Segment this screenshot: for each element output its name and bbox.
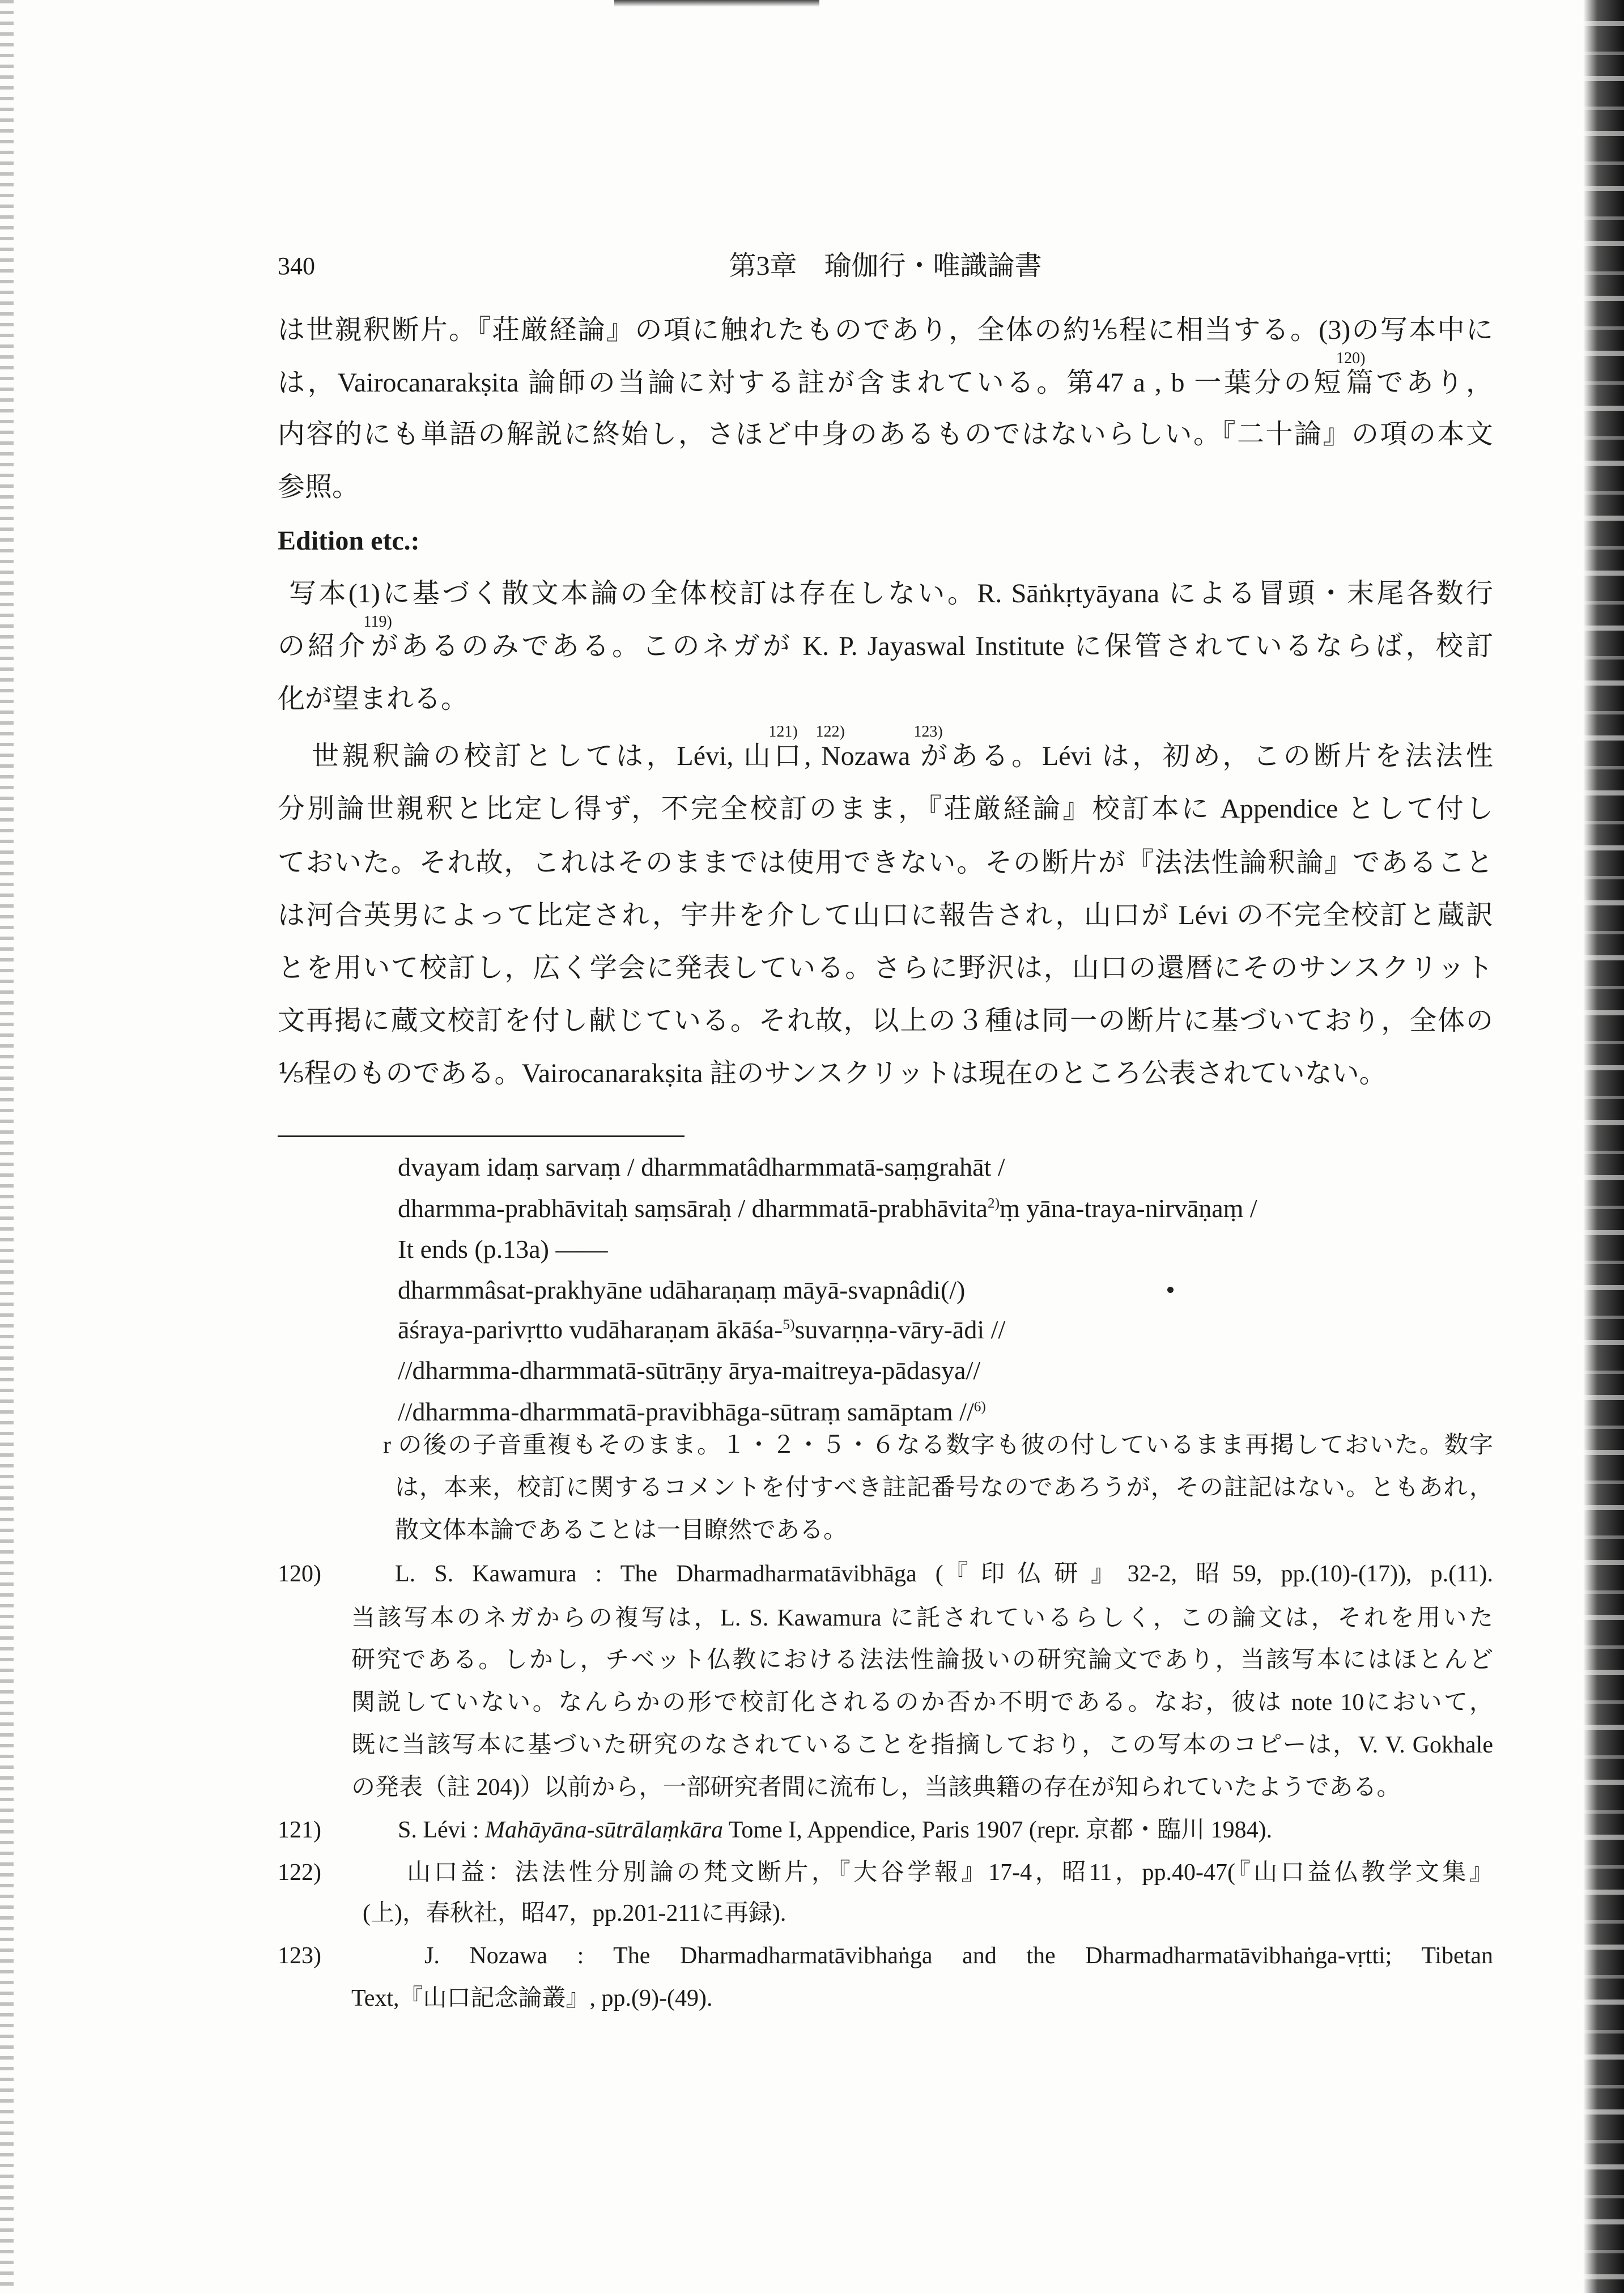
text: は，Vairocanarakṣita 論師の当論に対する註が含まれている。第47 a , b 一葉分の短 (278, 368, 1344, 398)
body-line (278, 470, 1493, 504)
section-heading: Edition etc.: (278, 526, 420, 556)
footnote-line: r の後の子音重複もそのまま。１・２・５・６なる数字も彼の付しているまま再掲しておいた。数字 (383, 1432, 1493, 1458)
text: ṃ yāna-traya-nirvāṇaṃ / (1000, 1194, 1257, 1223)
body-line (278, 951, 1493, 985)
footnote-line (398, 1815, 1493, 1845)
scan-edge-left (0, 0, 14, 2293)
text: がある。Lévi は，初め，この断片を法法性 (910, 741, 1493, 771)
text: 篇であり， (1344, 368, 1493, 398)
text: の紹介 (278, 631, 368, 661)
footnote-label-121: 121) (278, 1817, 321, 1843)
text: ⅕程のものである。Vairocanarakṣita 註のサンスクリットは現在のところ公表されていない。 (278, 1058, 1387, 1088)
text: とを用いて校訂し，広く学会に発表している。さらに野沢は，山口の還暦にそのサンスクリット (278, 953, 1493, 983)
text: 参照。 (278, 472, 360, 502)
text: があるのみである。このネガが K. P. Jayaswal Institute に保管されているならば，校訂 (368, 631, 1493, 661)
text: 内容的にも単語の解説に終始し，さほど中身のあるものではないらしい。『二十論』の項の本文 (278, 419, 1493, 449)
text: 文再掲に蔵文校訂を付し献じている。それ故，以上の３種は同一の断片に基づいており，全体の (278, 1006, 1493, 1036)
footnote-ref-119: 119) (363, 613, 392, 631)
footnote-label-123: 123) (278, 1943, 321, 1969)
sanskrit-note-mark: 5) (783, 1316, 795, 1333)
sanskrit-note-mark: 2) (987, 1195, 1000, 1211)
body-line (278, 613, 1493, 663)
footnote-rule (278, 1135, 685, 1137)
footnote-line: Text,『山口記念論叢』, pp.(9)-(49). (351, 1985, 713, 2011)
sanskrit-line: dharmmâsat-prakhyāne udāharaṇaṃ māyā-svapnâdi(/) (398, 1275, 966, 1304)
sanskrit-line: dvayam idaṃ sarvaṃ / dharmmatâdharmmatā-saṃgrahāt / (398, 1152, 1005, 1181)
body-line (278, 1057, 1493, 1091)
text: Nozawa (811, 741, 911, 771)
body-line (278, 682, 1493, 716)
footnote-line: L. S. Kawamura : The Dharmadharmatāvibhāga (『印仏研』32-2, 昭59, pp.(10)-(17)), p.(11). (395, 1561, 1493, 1587)
sanskrit-line (398, 1193, 1257, 1224)
text: āśraya-parivṛtto vudāharaṇam ākāśa- (398, 1315, 783, 1344)
footnote-line: 当該写本のネガからの複写は，L. S. Kawamura に託されているらしく，この論文は，それを用いた (351, 1605, 1493, 1631)
footnote-line: J. Nozawa : The Dharmadharmatāvibhaṅga and the Dharmadharmatāvibhaṅga-vṛtti; Tibetan (424, 1943, 1493, 1969)
body-line (278, 792, 1493, 826)
text: 世親釈論の校訂としては，Lévi, (312, 741, 734, 771)
text: 化が望まれる。 (278, 684, 469, 714)
sanskrit-line (398, 1314, 1005, 1346)
body-line (278, 577, 1493, 611)
footnote-line: 既に当該写本に基づいた研究のなされていることを指摘しており，この写本のコピーは，V. V. Gokhale (351, 1732, 1493, 1758)
sanskrit-line: It ends (p.13a) —— (398, 1235, 608, 1264)
body-line (278, 350, 1493, 400)
text: S. Lévi : (398, 1817, 485, 1843)
body-line (278, 418, 1493, 452)
footnote-ref-121: 121) (768, 723, 798, 741)
page-number: 340 (278, 252, 315, 280)
text: dharmma-prabhāvitaḥ saṃsāraḥ / dharmmatā-prabhāvita (398, 1194, 988, 1223)
text: 山口, (733, 741, 811, 771)
book-title: Mahāyāna-sūtrālaṃkāra (485, 1817, 723, 1843)
text: Tome I, Appendice, Paris 1907 (repr. 京都・臨川 1984). (722, 1817, 1273, 1843)
footnote-label-122: 122) (278, 1860, 321, 1886)
text: //dharmma-dharmmatā-pravibhāga-sūtraṃ samāptam // (398, 1397, 974, 1426)
text: suvarṇṇa-vāry-ādi // (794, 1315, 1006, 1344)
footnote-line: は，本来，校訂に関するコメントを付すべき註記番号なのであろうが，その註記はない。ともあれ， (395, 1475, 1493, 1501)
footnote-label-120: 120) (278, 1561, 321, 1587)
footnote-line: 山口益：法法性分別論の梵文断片，『大谷学報』17-4，昭11，pp.40-47(『山口益仏教学文集』 (407, 1860, 1493, 1886)
text: は世親釈断片。『荘厳経論』の項に触れたものであり，全体の約⅕程に相当する。(3)の写本中に (278, 315, 1493, 345)
text: は河合英男によって比定され，宇井を介して山口に報告され，山口が Lévi の不完全校訂と蔵訳 (278, 900, 1493, 930)
body-line (278, 1004, 1493, 1038)
footnote-ref-120: 120) (1336, 350, 1366, 367)
footnote-ref-123: 123) (913, 723, 943, 741)
body-line (278, 313, 1493, 347)
footnote-line: 関説していない。なんらかの形で校訂化されるのか否か不明である。なお，彼は note 10において， (351, 1690, 1493, 1716)
footnote-line: 研究である。しかし，チベット仏教における法法性論扱いの研究論文であり，当該写本にはほとんど (351, 1647, 1493, 1673)
scan-edge-top (614, 0, 819, 7)
scan-edge-right (1583, 0, 1624, 2293)
body-line (278, 846, 1493, 880)
footnote-line: の発表（註 204)）以前から，一部研究者間に流布し，当該典籍の存在が知られていたようである。 (351, 1775, 1401, 1801)
body-line (278, 899, 1493, 933)
footnote-line: 散文体本論であることは一目瞭然である。 (395, 1517, 848, 1543)
sanskrit-line (398, 1396, 986, 1428)
body-line (278, 723, 1493, 773)
footnote-line: (上)，春秋社，昭47，pp.201-211に再録). (363, 1900, 787, 1926)
sanskrit-line: //dharmma-dharmmatā-sūtrāṇy ārya-maitreya-pādasya// (398, 1356, 981, 1385)
sanskrit-note-mark: 6) (973, 1398, 986, 1415)
footnote-ref-122: 122) (815, 723, 845, 741)
scan-speck (1167, 1287, 1174, 1293)
running-title: 第3章 瑜伽行・唯識論書 (729, 251, 1042, 281)
text: 分別論世親釈と比定し得ず，不完全校訂のまま，『荘厳経論』校訂本に Appendice として付し (278, 794, 1493, 824)
text: 写本(1)に基づく散文本論の全体校訂は存在しない。R. Sāṅkṛtyāyana による冒頭・末尾各数行 (289, 578, 1493, 609)
text: ておいた。それ故，これはそのままでは使用できない。その断片が『法法性論釈論』であること (278, 848, 1493, 878)
